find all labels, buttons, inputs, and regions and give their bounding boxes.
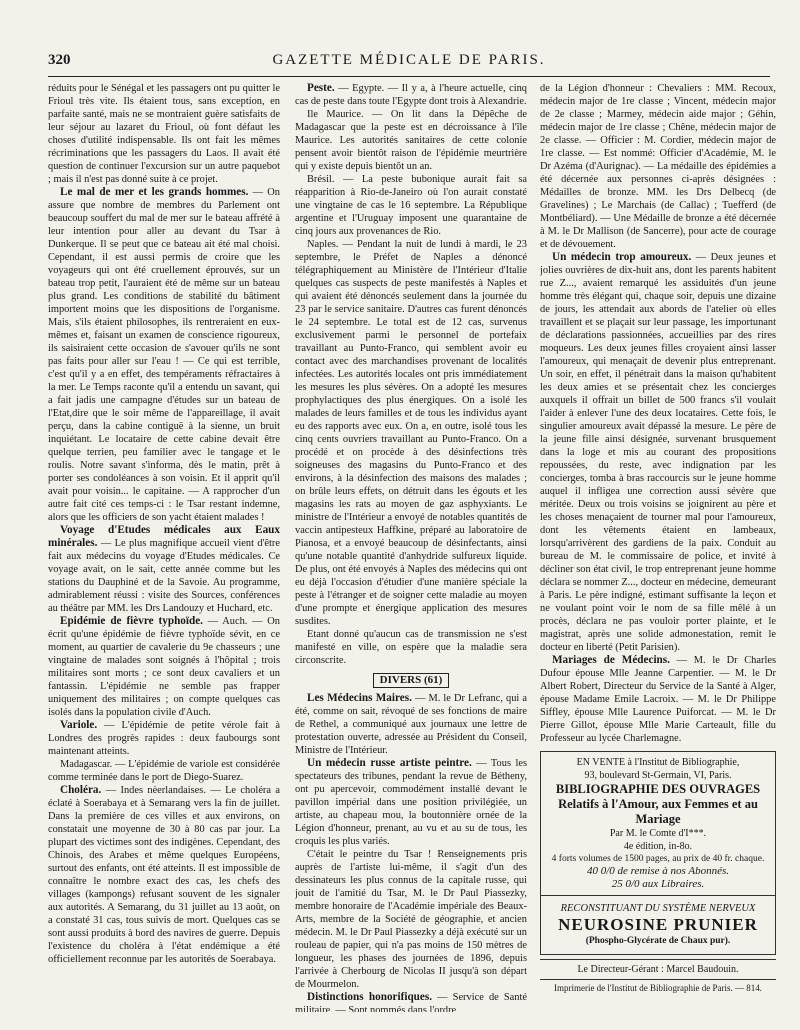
divers-heading	[295, 673, 527, 688]
article-paragraph	[48, 784, 280, 966]
printer-line: Imprimerie de l'Institut de Bibliographie de Paris. — 814.	[540, 979, 776, 995]
article-text: — Deux jeunes et jolies ouvrières de dix-huit ans, dont les parents habitent rue Z..., avaient remarqué les assiduités d'un jeune homme très élégant qui, chaque soir, depuis une dizaine de jours, les attendait aux abords de l'atelier où elles travaillent et se plaçait sur leur passage, les importunant de déclarations passionnées, accueillies par des rires moqueurs. Les deux jeunes filles croyaient ainsi lasser l'amoureux, qui menaçait de devenir plus entreprenant. Un soir, en effet, il pénétrait dans la maison qu'habitent les deux amies et se présentait chez les concierges auxquels il offrait un billet de 500 francs s'il voulait l'aider à enlever l'une des deux locataires. Cette fois, le singulier amoureux avait dépassé la mesure. Le père de la jeune fille ainsi désignée, survenant brusquement dans la loge et mis au courant des propositions repoussées, du reste, avec indignation par les concierges, tomba à bras raccourcis sur le jeune homme auquel il infligea une correction aussi sévère que méritée. Deux ou trois voisins se joignirent au père et les choses menaçaient de tourner mal pour l'amoureux, dont les vêtements étaient en lambeaux, lorsqu'arrivèrent des gardiens de la paix. Conduit au bureau de M. le commissaire de police, et invité à décliner son état civil, le trop entreprenant jeune homme déclara se nommer Z..., docteur en médecine, demeurant à Paris. Le père indigné, estimant suffisante la leçon et ne voulant point voir le nom de sa fille mêlé à un procès, déclara ne pas vouloir porter plainte, et le magistrat, après une solide admonestation, remit le docteur en liberté (Petit Parisien).	[540, 252, 776, 653]
article-paragraph	[48, 524, 280, 615]
article-heading: Voyage d'Etudes médicales aux Eaux minérales.	[48, 524, 280, 549]
article-paragraph	[295, 82, 527, 108]
column-2	[295, 82, 527, 1012]
article-heading: Un médecin trop amoureux.	[552, 251, 692, 263]
article-text: de la Légion d'honneur : Chevaliers : MM. Recoux, médecin major de 1re classe ; Vincent, médecin major de 2e classe ; Marmey, médecin aide major ; Géhin, médecin major de 1re classe ; Chêne, médecin major de 2e classe. — Officier : M. Cordier, médecin major de 1re classe. — Est nommé: Officier d'Académie, M. le Dr Azéma (d'Aurignac). — La médaille des épidémies a été décernée aux personnes ci-après désignées : Médailles de bronze. MM. les Drs Delbecq (de Gravelines) ; Le Marchais (de Callac) ; Tuefferd (de Montbéliard). — Une Médaille de bronze a été décernée à M. le Dr Mallison (de Sancerre), pour acte de courage et de dévouement.	[540, 83, 776, 250]
article-text: — M. le Dr Charles Dufour épouse Mlle Jeanne Carpentier. — M. le Dr Albert Robert, Directeur du Service de la Santé à Alger, épouse Madame Emile Lacroix. — M. le Dr Philippe Siffley, épouse Mlle Laurence Puiforcat. — M. le Dr Pierre Gillot, épouse Mlle Marie Carteault, fille du Professeur au lycée Charlemagne.	[540, 655, 776, 744]
article-paragraph	[295, 692, 527, 757]
article-text: Ile Maurice. — On lit dans la Dépêche de Madagascar que la peste est en décroissance à l'île Maurice. Les autorités sanitaires de cette colonie pensent avoir bientôt raison de l'épidémie meurtrière qui y existe depuis bientôt un an.	[295, 109, 527, 172]
article-text: — Service de Santé militaire. — Sont nommés dans l'ordre	[295, 992, 527, 1012]
article-text: Brésil. — La peste bubonique aurait fait sa réapparition à Rio-de-Janeiro où l'on aurait constaté une vingtaine de cas le 16 septembre. La République argentine et l'Uruguay imposent une quarantaine de cinq jours aux provenances de Rio.	[295, 174, 527, 237]
article-heading: Epidémie de fièvre typhoïde.	[60, 615, 203, 627]
article-paragraph	[295, 757, 527, 848]
article-paragraph	[295, 628, 527, 667]
advert-volumes: 4 forts volumes de 1500 pages, au prix de 40 fr. chaque.	[551, 854, 765, 864]
advert-discount-booksellers: 25 0/0 aux Libraires.	[611, 878, 705, 890]
article-text: C'était le peintre du Tsar ! Renseignements pris auprès de l'artiste lui-même, il s'agit d'un des dessinateurs les plus connus de la capitale russe, qui jouit de l'amitié du Tsar, M. le Dr Paul Piassezky, membre honoraire de l'Académie impériale des Beaux-Arts, membre de la Société de géographie, et ancien médecin. M. le Dr Paul Piassezky a déjà exécuté sur un rouleau de papier, qui n'a pas moins de 150 mètres de longueur, les phases des journées de 1896, depuis l'arrivée à Cherbourg de Nicolas II jusqu'à son départ de Mourmelon.	[295, 849, 527, 990]
article-paragraph	[540, 654, 776, 745]
journal-title: GAZETTE MÉDICALE DE PARIS.	[272, 52, 546, 68]
neurosine-name: NEUROSINE PRUNIER	[558, 915, 758, 934]
advert-address: 93, boulevard St-Germain, VI, Paris.	[584, 770, 732, 781]
article-paragraph	[48, 615, 280, 719]
article-text: — Tous les spectateurs des tribunes, pendant la revue de Bétheny, ont pu apercevoir, commodément installé devant le pavillon impérial dans une position privilégiée, un artiste, au chapeau mou, la boutonnière ornée de la Légion d'honneur, prenant, au vu et au su de tous, les croquis les plus variés.	[295, 758, 527, 847]
advert-subtitle: Relatifs à l'Amour, aux Femmes et au Mariage	[558, 797, 758, 826]
article-text: — L'épidémie de petite vérole fait à Londres des progrès rapides : deux faubourgs sont maintenant atteints.	[48, 720, 280, 757]
article-text: — On assure que nombre de membres du Parlement ont beaucoup souffert du mal de mer sur le bateau affrété à leur intention pour aller au devant du Tsar à Dunkerque. Il se peut que ce bateau ait été mal choisi. Cependant, il est aussi permis de croire que les voyageurs qui ont été cruellement éprouvés, sur un bateau trop petit, l'auraient été de même sur un bateau plus grand. Les conditions de stabilité du bâtiment importent moins que les dispositions de l'organisme. Mais, s'ils étaient philosophes, ils rentreraient en eux-mêmes et, faisant un examen de conscience rigoureux, ils saisiraient cette occasion de s'avouer qu'ils ne sont pas faits pour aller sur l'eau ! — Ce qui est terrible, c'est qu'il y a en effet, des tempéraments réfractaires à la mer. Le Temps raconte qu'il a entendu un savant, qui a fait jadis une campagne d'études sur un bateau de l'Etat,dire que le soir même de l'appareillage, il avait perçu, dans la cabine contiguë à la sienne, un bruit inquiétant. Le locataire de cette cabine devait être quelque terrien, peu familier avec le tangage et le roulis. Notre savant s'informa, dès le matin, prêt à porter ses condoléances à son voisin. Et il apprit qu'il avait pour voisin... le capitaine. — A rapprocher d'un autre fait cité ces temps-ci : le Tsar restant indemne, alors que les officiers de son yacht étaient malades !	[48, 187, 280, 523]
advert-sale-line: EN VENTE à l'Institut de Bibliographie,	[576, 757, 740, 768]
article-paragraph	[48, 82, 280, 186]
article-heading: Les Médecins Maires.	[307, 692, 412, 704]
neurosine-tagline: RECONSTITUANT DU SYSTÈME NERVEUX	[560, 903, 756, 914]
article-text: Etant donné qu'aucun cas de transmission ne s'est manifesté en ville, on espère que la maladie sera circonscrite.	[295, 629, 527, 666]
article-heading: Mariages de Médecins.	[552, 654, 670, 666]
article-paragraph	[295, 848, 527, 991]
bibliography-advert	[540, 751, 776, 896]
article-text: Madagascar. — L'épidémie de variole est considérée comme terminée dans le port de Diego-Suarez.	[48, 759, 280, 783]
article-text: réduits pour le Sénégal et les passagers ont pu quitter le Frioul très vite. Ils étaient tous, sans exception, en parfaite santé, mais ne se montraient guère satisfaits de leur séjour au lazaret du Frioul, où font défaut les choses d'utilité indispensable. Ils ont fait les mêmes récriminations que les passagers du Laos. Il avait été question de continuer l'excursion sur un autre paquebot ; mais il n'est pas donné suite à ce projet.	[48, 83, 280, 185]
article-heading: Choléra.	[60, 784, 102, 796]
column-3	[540, 82, 776, 1012]
article-text: — Le plus magnifique accueil vient d'être fait aux médecins du voyage d'Etudes médicales. Ce voyage avait, on le sait, cette année comme but les stations du Dauphiné et de la Savoie. Au programme, admirablement réussi : visite des Sources, conférences au théâtre par MM. les Drs Landouzy et Huchard, etc.	[48, 538, 280, 614]
director-line: Le Directeur-Gérant : Marcel Baudouin.	[540, 959, 776, 976]
article-text: — Auch. — On écrit qu'une épidémie de fièvre typhoïde sévit, en ce moment, au quartier de cavalerie du 9e chasseurs ; une vingtaine de malades sont soignés à l'hôpital ; trois militaires sont morts ; ce sont deux cavaliers et un fantassin. L'épidémie ne semble pas frapper uniquement des militaires ; on compte quelques cas isolés dans la population civile d'Auch.	[48, 616, 280, 718]
article-heading: Distinctions honorifiques.	[307, 991, 432, 1003]
advert-title: BIBLIOGRAPHIE DES OUVRAGES	[555, 782, 761, 796]
article-heading: Un médecin russe artiste peintre.	[307, 757, 472, 769]
article-paragraph	[295, 991, 527, 1012]
article-paragraph	[48, 758, 280, 784]
article-paragraph	[295, 108, 527, 173]
article-text: Naples. — Pendant la nuit de lundi à mardi, le 23 septembre, le Préfet de Naples a dénoncé télégraphiquement au Ministère de l'Intérieur d'Italie quelques cas suspects de peste manifestés à Naples et qui avaient été dénoncés seulement dans la journée du 23 par le service sanitaire. D'autres cas furent dénoncés le 24 septembre. Le total est de 12 cas, survenus exclusivement parmi le personnel de portefaix travaillant au Punto-Franco, qui semblent avoir eu contact avec des marchandises provenant de localités infectées. Les autorités locales ont pris immédiatement les mesures les plus sévères. On a adopté les mesures prophylactiques des plus énergiques. On a isolé les malades de leurs familles et de tous les individus ayant eu des rapports avec eux. On a, en outre, isolé tous les cinq cents ouvriers travaillant au Punto-Franco. On a procédé et on procède à des désinfections très soigneuses des magasins du Punto-Franco et des environs, à la désinfection des maisons des malades ; on brûle leurs effets, on détruit dans les égouts et les magasins les rats au moyen de gaz asphyxiants. Le ministre de l'Intérieur a envoyé de notables quantités de vaccin antipesteux Haffkine, préparé au laboratoire de Pianosa, et a envoyé beaucoup de désinfectants, ainsi qu'une notable quantité d'anhydride sulfureux liquide. De plus, ont été envoyés à Naples des médecins qui ont eu déjà l'occasion d'étudier d'une manière spéciale la peste à l'étranger et de soigner cette maladie au moyen d'une prompte et énergique application des mesures susdites.	[295, 239, 527, 627]
article-paragraph	[540, 82, 776, 251]
article-text: — Indes nèerlandaises. — Le choléra a éclaté à Soerabaya et à Semarang vers la fin de juillet. Dans la première de ces villes et aux environs, on constatait une moyenne de 30 à 80 cas par jour. La plupart des victimes sont des indigènes. Cependant, des Chinois, des Arabes et même quelques Européens, surtout des enfants, ont été atteints. Il est impossible de connaître le nombre exact des cas, les chefs des villages (kampongs) refusant souvent de les signaler aux autorités. A Semarang, du 31 juillet au 13 août, on a constaté 31 cas, tous suivis de mort. Quelques cas se sont aussi produits à bord des navires de guerre. Depuis l'existence du choléra à l'état endémique a été officiellement reconnue par les autorités de Soerabaya.	[48, 785, 280, 965]
article-heading: Variole.	[60, 719, 98, 731]
article-paragraph	[295, 173, 527, 238]
page-header	[48, 50, 770, 77]
article-text: — M. le Dr Lefranc, qui a été, comme on sait, révoqué de ses fonctions de maire de Rethel, a communiqué aux journaux une lettre de protestation ouverte, adressée au Président du Conseil, Ministre de l'Intérieur.	[295, 693, 527, 756]
article-heading: Peste.	[307, 82, 335, 94]
article-text: — Egypte. — Il y a, à l'heure actuelle, cinq cas de peste dans toute l'Egypte dont trois à Alexandrie.	[295, 83, 527, 107]
advert-discount-subscribers: 40 0/0 de remise à nos Abonnés.	[586, 865, 730, 877]
advert-edition: 4e édition, in-8o.	[623, 841, 693, 852]
article-paragraph	[48, 186, 280, 524]
article-paragraph	[48, 719, 280, 758]
column-1	[48, 82, 280, 1012]
article-paragraph	[540, 251, 776, 654]
article-paragraph	[295, 238, 527, 628]
neurosine-advert	[540, 896, 776, 955]
article-heading: Le mal de mer et les grands hommes.	[60, 186, 249, 198]
neurosine-subtitle: (Phospho-Glycérate de Chaux pur).	[585, 936, 731, 946]
divers-label: DIVERS (61)	[373, 673, 450, 688]
page-number: 320	[48, 52, 71, 68]
advert-author: Par M. le Comte d'I***.	[609, 828, 707, 839]
